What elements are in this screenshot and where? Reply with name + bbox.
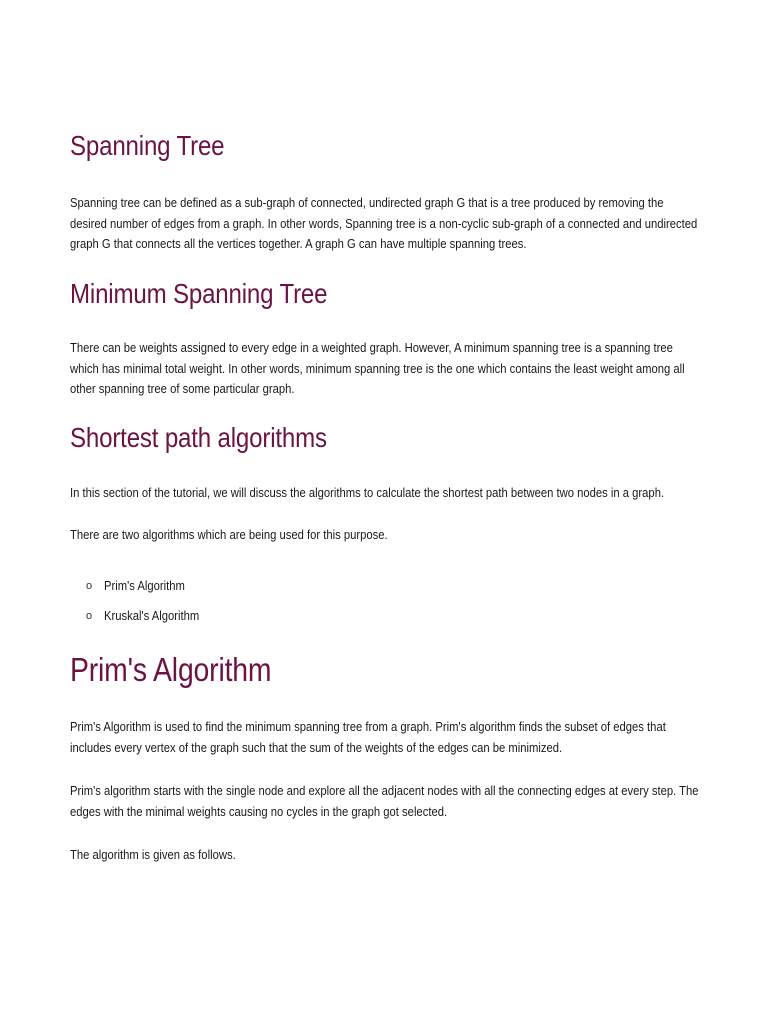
paragraph-prims-3: The algorithm is given as follows. — [70, 848, 236, 862]
paragraph-shortest-path-intro: In this section of the tutorial, we will discuss the algorithms to calculate the shortest path between two nodes in a graph. — [70, 486, 665, 500]
paragraph-spanning-tree: Spanning tree can be defined as a sub-graph of connected, undirected graph G that is a tree produced by removing the desired number of edges from a graph. In other words, Spanning tree is a non-cyclic sub-graph of a connected and undirected graph G that connects all the vertices together. A graph G can have multiple spanning trees. — [70, 196, 698, 251]
list-item-label: Kruskal's Algorithm — [104, 609, 200, 623]
heading-shortest-path-algorithms: Shortest path algorithms — [70, 422, 327, 453]
heading-prims-algorithm: Prim's Algorithm — [70, 651, 272, 688]
paragraph-prims-1: Prim's Algorithm is used to find the minimum spanning tree from a graph. Prim's algorithm finds the subset of edges that includes every vertex of the graph such that the sum of the weights of the edges can be minimized. — [70, 720, 666, 755]
paragraph-minimum-spanning-tree: There can be weights assigned to every edge in a weighted graph. However, A minimum spanning tree is a spanning tree which has minimal total weight. In other words, minimum spanning tree is the one which contains the least weight among all other spanning tree of some particular graph. — [70, 341, 685, 396]
bullet-circle-icon: o — [86, 610, 93, 622]
heading-minimum-spanning-tree: Minimum Spanning Tree — [70, 278, 328, 309]
paragraph-shortest-path-lead: There are two algorithms which are being used for this purpose. — [70, 528, 388, 542]
heading-spanning-tree: Spanning Tree — [70, 130, 225, 161]
list-item-label: Prim's Algorithm — [104, 579, 185, 593]
bullet-circle-icon: o — [86, 580, 93, 592]
paragraph-prims-2: Prim's algorithm starts with the single node and explore all the adjacent nodes with all the connecting edges at every step. The edges with the minimal weights causing no cycles in the graph got selected. — [70, 784, 699, 819]
